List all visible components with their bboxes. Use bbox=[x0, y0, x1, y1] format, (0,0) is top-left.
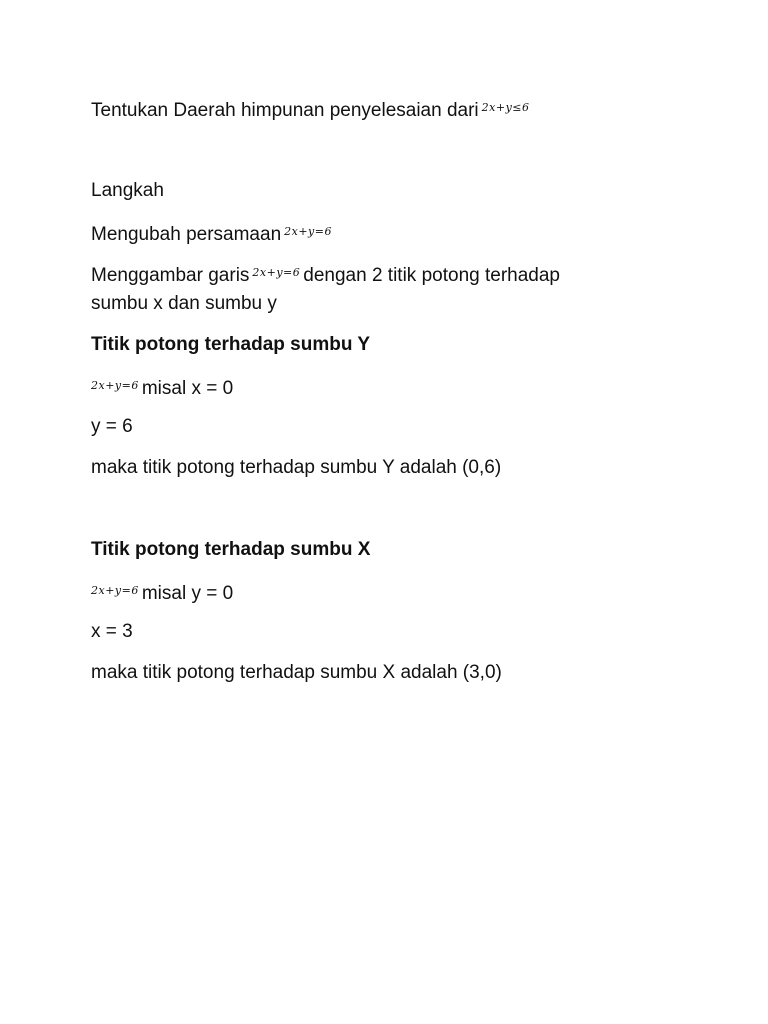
mengubah-line bbox=[91, 220, 335, 247]
y-conclusion: maka titik potong terhadap sumbu Y adalah (0,6) bbox=[91, 457, 502, 478]
menggambar-line bbox=[91, 261, 560, 288]
intro-line bbox=[91, 96, 533, 123]
y-step-equation: 2x+y=6 bbox=[91, 379, 139, 392]
heading-sumbu-x: Titik potong terhadap sumbu X bbox=[91, 539, 371, 560]
y-step-text: misal x = 0 bbox=[141, 378, 234, 399]
x-result: x = 3 bbox=[91, 621, 133, 642]
menggambar-line-2: sumbu x dan sumbu y bbox=[91, 293, 277, 314]
x-step-line bbox=[91, 579, 233, 606]
y-result: y = 6 bbox=[91, 416, 133, 437]
menggambar-text: Menggambar garis bbox=[91, 265, 250, 286]
x-step-equation: 2x+y=6 bbox=[91, 584, 139, 597]
y-step-line bbox=[91, 374, 233, 401]
menggambar-rest-text: dengan 2 titik potong terhadap bbox=[303, 265, 560, 286]
x-step-text: misal y = 0 bbox=[141, 583, 234, 604]
intro-inequality: 2x+y≤6 bbox=[481, 101, 530, 114]
langkah-label: Langkah bbox=[91, 180, 164, 201]
heading-sumbu-y: Titik potong terhadap sumbu Y bbox=[91, 334, 371, 355]
menggambar-equation: 2x+y=6 bbox=[252, 266, 301, 279]
intro-text: Tentukan Daerah himpunan penyelesaian dari bbox=[91, 100, 479, 121]
mengubah-equation: 2x+y=6 bbox=[284, 225, 332, 238]
x-conclusion: maka titik potong terhadap sumbu X adalah (3,0) bbox=[91, 662, 502, 683]
mengubah-text: Mengubah persamaan bbox=[91, 224, 282, 245]
